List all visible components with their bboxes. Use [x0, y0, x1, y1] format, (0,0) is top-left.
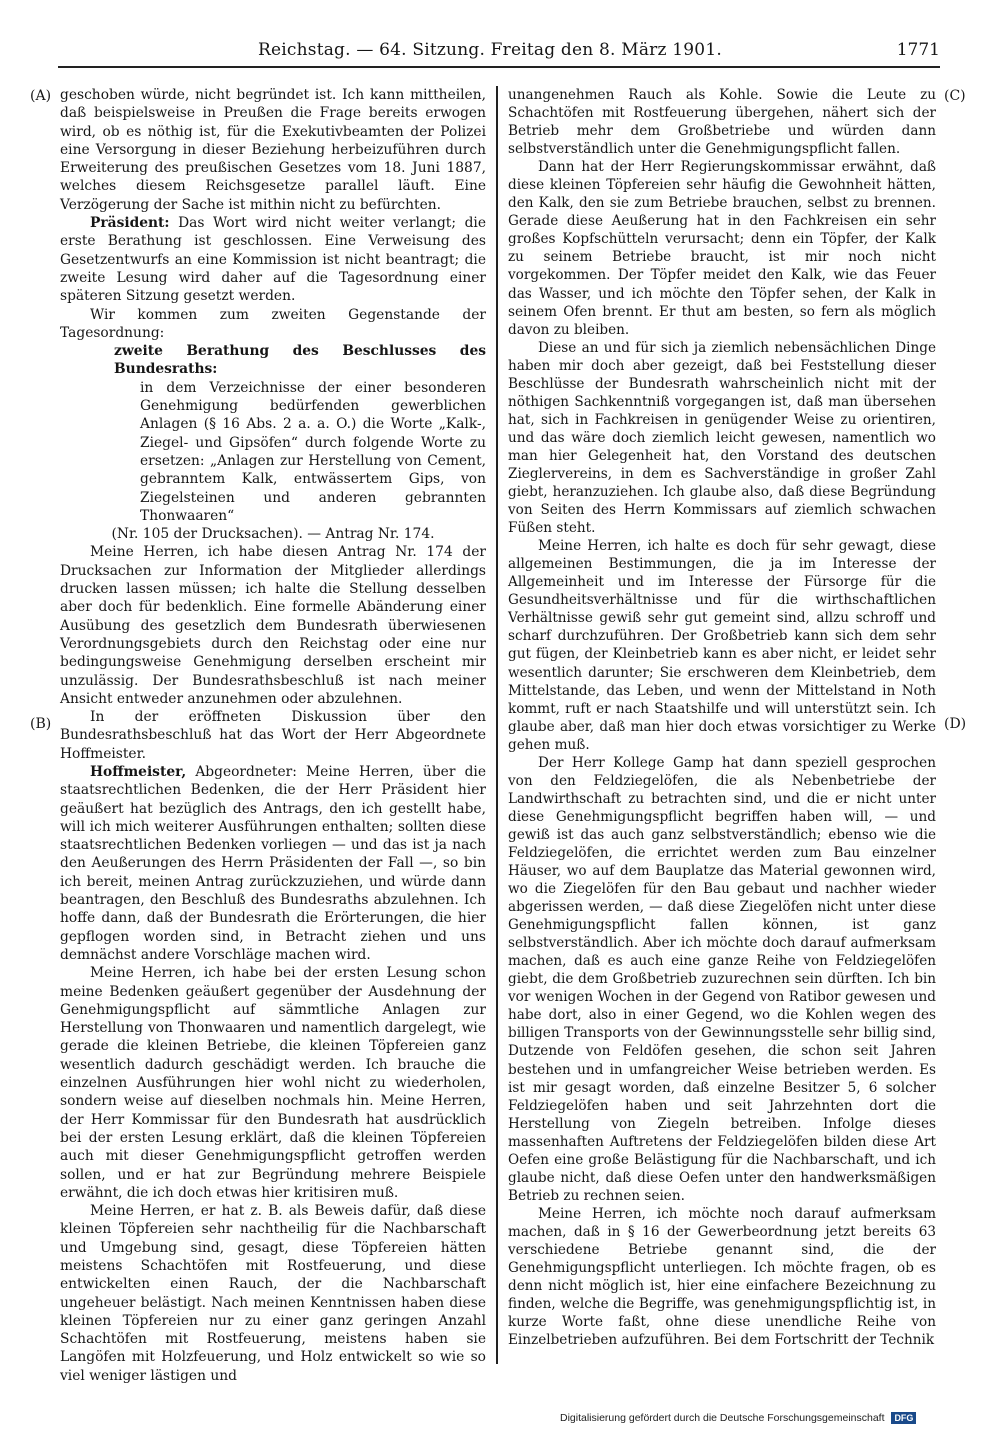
- paragraph: Diese an und für sich ja ziemlich nebensächlichen Dinge haben mir doch aber gezeigt, daß bei Feststellung dieser Beschlüsse der Bundesrath wahrscheinlich nicht mit der nöthigen Sachkenntniß vorgegangen ist, daß man übersehen hat, sich in Fachkreisen in genügender Weise zu orientiren, und das wäre doch ziemlich leicht gewesen, namentlich wo man hier Gelegenheit hat, den Vorstand des deutschen Zieglervereins, in dem es Sachverständige in großer Zahl giebt, heranzuziehen. Ich glaube also, daß diese Begründung von Seiten des Herrn Kommissars auf ziemlich schwachen Füßen steht.: [508, 339, 936, 537]
- agenda-heading: zweite Berathung des Beschlusses des Bundesraths:: [114, 343, 486, 378]
- speech-text: Abgeordneter: Meine Herren, über die staatsrechtlichen Bedenken, die der Herr Präsident hier geäußert hat bezüglich des Antrags, den ich gestellt habe, will ich mich weiterer Ausführungen enthalten; sollten diese staatsrechtlichen Bedenken vorliegen — und das ist ja nach den Aeußerungen des Herrn Präsidenten der Fall —, so bin ich bereit, meinen Antrag zurückzuziehen, und würde dann beantragen, den Beschluß des Bundesraths abzulehnen. Ich hoffe dann, daß der Bundesrath die Erörterungen, die hier gepflogen worden sind, in Betracht ziehen und uns demnächst andere Vorschläge machen wird.: [60, 763, 486, 963]
- speaker-name: Präsident:: [90, 215, 170, 232]
- agenda-text: in dem Verzeichnisse der einer besonderen Genehmigung bedürfenden gewerblichen Anlagen (§ 16 Abs. 2 a. a. O.) die Worte „Kalk-, Ziegel- und Gipsöfen“ durch folgende Worte zu ersetzen: „Anlagen zur Herstellung von Cement, gebranntem Kalk, entwässertem Gips, von Ziegelsteinen und anderen gebrannten Thonwaaren“: [140, 379, 486, 524]
- paragraph: geschoben würde, nicht begründet ist. Ich kann mittheilen, daß beispielsweise in Preußen die Frage bereits erwogen wird, ob es nöthig ist, für die Exekutivbeamten der Polizei eine Versorgung in dieser Beziehung herbeizuführen durch Erweiterung des preußischen Gesetzes vom 18. Juni 1887, welches diesem Reichsgesetze parallel läuft. Eine Verzögerung der Sache ist mithin nicht zu befürchten.: [60, 87, 486, 213]
- dfg-logo: DFG: [891, 1412, 916, 1424]
- page-header: [58, 36, 940, 66]
- header-rule: [58, 66, 940, 68]
- margin-mark-c: (C): [944, 88, 966, 104]
- paragraph: Meine Herren, ich halte es doch für sehr gewagt, diese allgemeinen Bestimmungen, die ja im Interesse der Allgemeinheit und im Interesse der Fürsorge für die Gesundheitsverhältnisse und für die wirthschaftlichen Verhältnisse gewiß sehr gut gemeint sind, allzu schroff und scharf durchzuführen. Der Großbetrieb kann sich dem sehr gut fügen, der Kleinbetrieb kann es aber nicht, er leidet sehr wesentlich darunter; Sie erschweren dem Kleinbetrieb, dem Mittelstande, das Leben, und wenn der Mittelstand in Noth kommt, ruft er nach Staatshilfe und will unterstützt sein. Ich glaube aber, daß man hier doch etwas vorsichtiger zu Werke gehen muß.: [508, 538, 936, 753]
- paragraph: unangenehmen Rauch als Kohle. Sowie die Leute zu Schachtöfen mit Rostfeuerung übergehen, nähert sich der Betrieb mehr dem Großbetriebe und würden dann selbstverständlich unter die Genehmigungspflicht fallen.: [508, 87, 936, 158]
- paragraph: [60, 763, 486, 964]
- paragraph: Dann hat der Herr Regierungskommissar erwähnt, daß diese kleinen Töpfereien sehr häufig die Gewohnheit hätten, den Kalk, den sie zum Betriebe brauchen, selbst zu brennen. Gerade diese Aeußerung hat in den Fachkreisen ein sehr großes Kopfschütteln verursacht; denn ein Töpfer, der Kalk zu seinem Betriebe braucht, ist mir noch nicht vorgekommen. Der Töpfer meidet den Kalk, wie das Feuer das Wasser, und ich möchte den Töpfer sehen, der Kalk in seinem Ofen brennt. Er thut am besten, so fern als möglich davon zu bleiben.: [508, 159, 936, 338]
- paragraph: Der Herr Kollege Gamp hat dann speziell gesprochen von den Feldziegelöfen, die als Nebenbetriebe der Landwirthschaft zu betrachten sind, und die er nicht unter diese Genehmigungspflicht begriffen haben will, — und gewiß ist das auch ganz selbstverständlich; ebenso wie die Feldziegelöfen, die errichtet werden zum Bau einzelner Häuser, wo auf dem Bauplatze das Material gewonnen wird, wo die Ziegelöfen für den Bau gebaut und nachher wieder abgerissen werden, — daß diese Ziegelöfen nicht unter diese Genehmigungspflicht fallen können, ist ganz selbstverständlich. Aber ich möchte doch darauf aufmerksam machen, daß es auch eine ganze Reihe von Feldziegelöfen giebt, die dem Großbetrieb zuzurechnen sein dürften. Ich bin vor wenigen Wochen in der Gegend von Ratibor gewesen und habe dort, also in einer Gegend, wo die Kohlen wegen des billigen Transports von der Gewinnungsstelle sehr billig sind, Dutzende von Feldöfen gesehen, die schon seit Jahren bestehen und in umfangreicher Weise betrieben werden. Es ist mir gesagt worden, daß einzelne Besitzer 5, 6 solcher Feldziegelöfen haben und seit Jahrzehnten dort die Herstellung von Ziegeln betreiben. Infolge dieses massenhaften Auftretens der Feldziegelöfen bilden diese Art Oefen eine große Belästigung für die Nachbarschaft, und ich glaube nicht, daß diese Oefen unter den handwerksmäßigen Betrieb zu rechnen seien.: [508, 754, 936, 1204]
- paragraph: Meine Herren, ich habe bei der ersten Lesung schon meine Bedenken geäußert gegenüber der Ausdehnung der Genehmigungspflicht auf sämmtliche Anlagen zur Herstellung von Thonwaaren und namentlich dargelegt, wie gerade die kleinen Betriebe, die kleinen Töpfereien ganz wesentlich dadurch geschädigt werden. Ich brauche die einzelnen Ausführungen hier wohl nicht zu wiederholen, sondern weise auf dieselben nochmals hin. Meine Herren, der Herr Kommissar für den Bundesrath hat ausdrücklich bei der ersten Lesung erklärt, daß die kleinen Töpfereien auch mit dieser Genehmigungspflicht getroffen werden sollen, und er hat zur Begründung mehrere Beispiele erwähnt, die ich doch etwas hier kritisiren muß.: [60, 965, 486, 1201]
- paragraph: In der eröffneten Diskussion über den Bundesrathsbeschluß hat das Wort der Herr Abgeordnete Hoffmeister.: [60, 709, 486, 762]
- running-title: Reichstag. — 64. Sitzung. Freitag den 8. März 1901.: [258, 40, 722, 60]
- speaker-name: Hoffmeister,: [90, 763, 187, 780]
- margin-mark-b: (B): [30, 716, 52, 732]
- page-number: 1771: [896, 40, 940, 60]
- speech-text: Das Wort wird nicht weiter verlangt; die erste Berathung ist geschlossen. Eine Verweisung des Gesetzentwurfs an eine Kommission ist nicht beantragt; die zweite Lesung wird daher auf die Tagesordnung einer späteren Sitzung gesetzt werden.: [60, 215, 486, 305]
- footer-text: Digitalisierung gefördert durch die Deutsche Forschungsgemeinschaft: [560, 1412, 885, 1424]
- right-column: [508, 86, 936, 1349]
- footer-credit: [560, 1412, 916, 1424]
- paragraph: Meine Herren, ich habe diesen Antrag Nr. 174 der Drucksachen zur Information der Mitglieder allerdings drucken lassen müssen; ich halte die Stellung desselben aber doch für bedenklich. Eine formelle Abänderung einer Ausübung des gesetzlich dem Bundesrath überwiesenen Verordnungsgebiets durch den Reichstag oder eine nur bedingungsweise Genehmigung derselben erscheint mir unzulässig. Der Bundesrathsbeschluß ist nach meiner Ansicht entweder anzunehmen oder abzulehnen.: [60, 544, 486, 707]
- margin-mark-d: (D): [944, 716, 967, 732]
- paragraph: Meine Herren, ich möchte noch darauf aufmerksam machen, daß in § 16 der Gewerbeordnung jetzt bereits 63 verschiedene Betriebe genannt sind, die der Genehmigungspflicht unterliegen. Ich möchte fragen, ob es denn nicht möglich ist, hier eine einfachere Bezeichnung zu finden, welche die Begriffe, was genehmigungspflichtig ist, in kurze Worte faßt, ohne diese unendliche Reihe von Einzelbetrieben aufzuführen. Bei dem Fortschritt der Technik: [508, 1205, 936, 1349]
- paragraph: Meine Herren, er hat z. B. als Beweis dafür, daß diese kleinen Töpfereien sehr nachtheilig für die Nachbarschaft und Umgebung sind, gesagt, diese Töpfereien hätten meistens Schachtöfen mit Rostfeuerung, und diese entwickelten einen Rauch, der die Nachbarschaft ungeheuer belästigt. Nach meinen Kenntnissen haben diese kleinen Töpfereien nur zu einer ganz geringen Anzahl Schachtöfen mit Rostfeuerung, meistens haben sie Langöfen mit Holzfeuerung, und Holz entwickelt so wie so viel weniger lästigen und: [60, 1203, 486, 1384]
- agenda-reference: (Nr. 105 der Drucksachen). — Antrag Nr. 174.: [111, 526, 435, 543]
- paragraph: Wir kommen zum zweiten Gegenstande der Tagesordnung:: [60, 306, 486, 341]
- left-column: [60, 86, 486, 1385]
- paragraph: [60, 214, 486, 305]
- column-divider: [496, 86, 498, 1364]
- margin-mark-a: (A): [30, 88, 52, 104]
